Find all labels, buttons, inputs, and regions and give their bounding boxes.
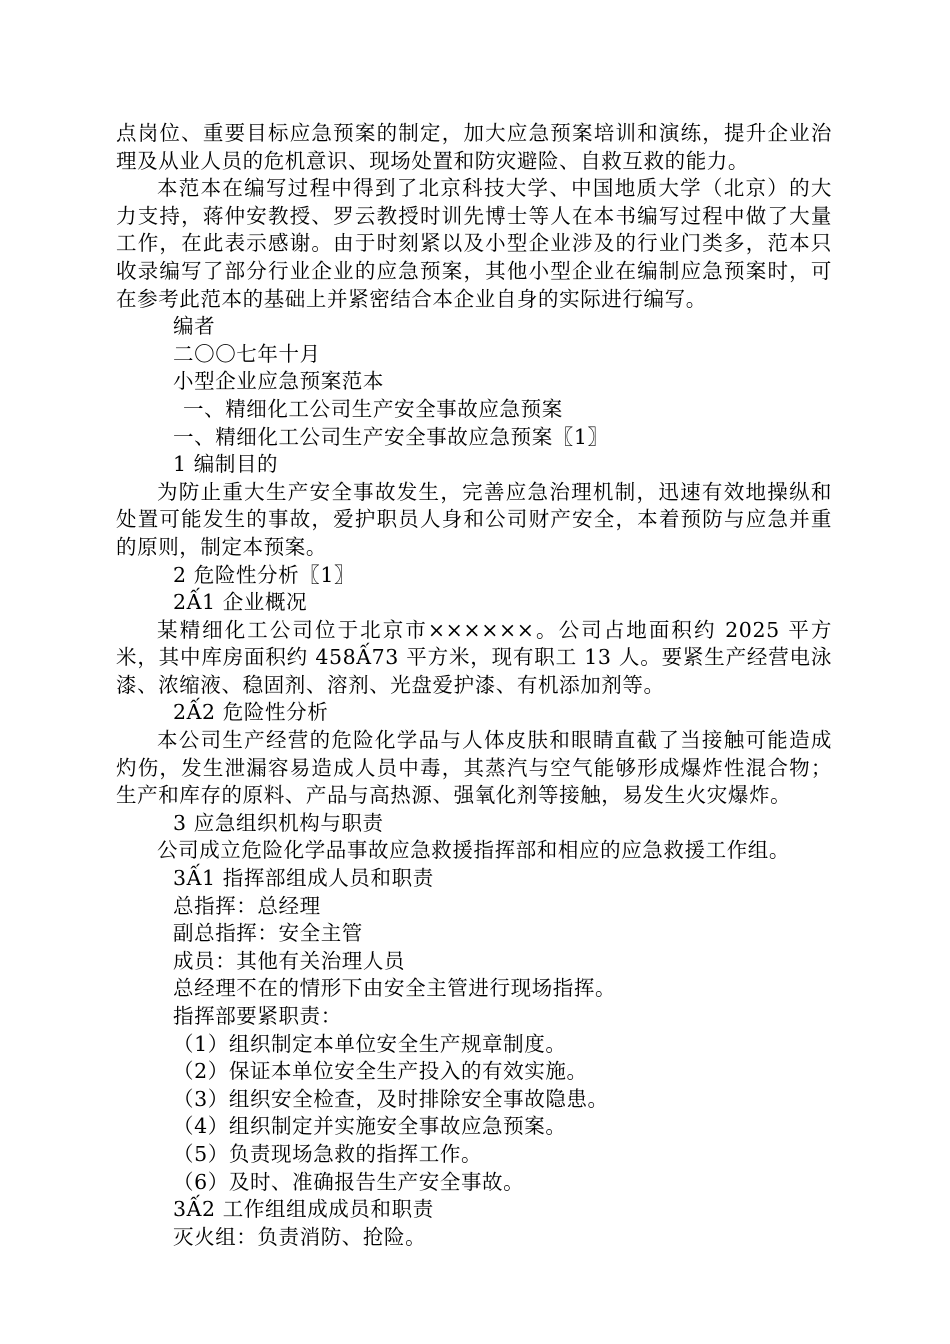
duty-item: （5）负责现场急救的指挥工作。 [173, 1141, 483, 1166]
heading-hazard-analysis: 2Ấ2 危险性分析 [173, 700, 329, 725]
duty-item: （6）及时、准确报告生产安全事故。 [173, 1169, 525, 1194]
heading-working-groups: 3Ấ2 工作组组成成员和职责 [173, 1197, 434, 1222]
document-page [116, 120, 832, 1251]
duty-item: （4）组织制定并实施安全事故应急预案。 [173, 1114, 567, 1139]
heading-company-overview: 2Ấ1 企业概况 [173, 590, 308, 615]
section-title: 一、精细化工公司生产安全事故应急预案〖1〗 [173, 424, 609, 449]
author-signature: 编者 [173, 314, 216, 339]
emergency-organization-paragraph: 公司成立危险化学品事故应急救援指挥部和相应的应急救援工作组。 [157, 838, 790, 863]
absence-note-line: 总经理不在的情形下由安全主管进行现场指挥。 [173, 976, 617, 1001]
heading-risk-analysis: 2 危险性分析〖1〗 [173, 562, 356, 587]
acknowledgement-paragraph: 本范本在编写过程中得到了北京科技大学、中国地质大学（北京）的大力支持，蒋仲安教授、罗云教授时训先博士等人在本书编写过程中做了大量工作，在此表示感谢。由于时刻紧以及小型企业涉及的行业门类多，范本只收录编写了部分行业企业的应急预案，其他小型企业在编制应急预案时，可在参考此范本的基础上并紧密结合本企业自身的实际进行编写。 [116, 176, 832, 311]
purpose-paragraph: 为防止重大生产安全事故发生，完善应急治理机制，迅速有效地操纵和处置可能发生的事故，爱护职员人身和公司财产安全，本着预防与应急并重的原则，制定本预案。 [116, 479, 832, 559]
commander-line: 总指挥：总经理 [173, 893, 321, 918]
hazard-analysis-paragraph: 本公司生产经营的危险化学品与人体皮肤和眼睛直截了当接触可能造成灼伤，发生泄漏容易造成人员中毒，其蒸汽与空气能够形成爆炸性混合物；生产和库存的原料、产品与高热源、强氧化剂等接触，易发生火灾爆炸。 [116, 728, 832, 808]
book-title: 小型企业应急预案范本 [173, 369, 384, 394]
heading-purpose: 1 编制目的 [173, 452, 279, 477]
heading-emergency-organization: 3 应急组织机构与职责 [173, 810, 384, 835]
signature-date: 二〇〇七年十月 [173, 341, 321, 366]
heading-command-members: 3Ấ1 指挥部组成人员和职责 [173, 866, 434, 891]
duties-heading: 指挥部要紧职责： [173, 1004, 342, 1028]
duty-item: （2）保证本单位安全生产投入的有效实施。 [173, 1059, 588, 1084]
duty-item: （3）组织安全检查，及时排除安全事故隐患。 [173, 1086, 609, 1111]
intro-paragraph-continued: 点岗位、重要目标应急预案的制定，加大应急预案培训和演练，提升企业治理及从业人员的危机意识、现场处置和防灾避险、自救互救的能力。 [116, 121, 832, 173]
chapter-title: 一、精细化工公司生产安全事故应急预案 [183, 396, 563, 421]
vice-commander-line: 副总指挥：安全主管 [173, 921, 363, 946]
fire-group-line: 灭火组：负责消防、抢险。 [173, 1224, 427, 1249]
members-line: 成员：其他有关治理人员 [173, 948, 406, 973]
duty-item: （1）组织制定本单位安全生产规章制度。 [173, 1031, 567, 1056]
company-overview-paragraph: 某精细化工公司位于北京市××××××。公司占地面积约 2025 平方米，其中库房面积约 458Ấ73 平方米，现有职工 13 人。要紧生产经营电泳漆、浓缩液、稳固剂、溶剂、光盘爱护漆、有机添加剂等。 [116, 617, 832, 697]
